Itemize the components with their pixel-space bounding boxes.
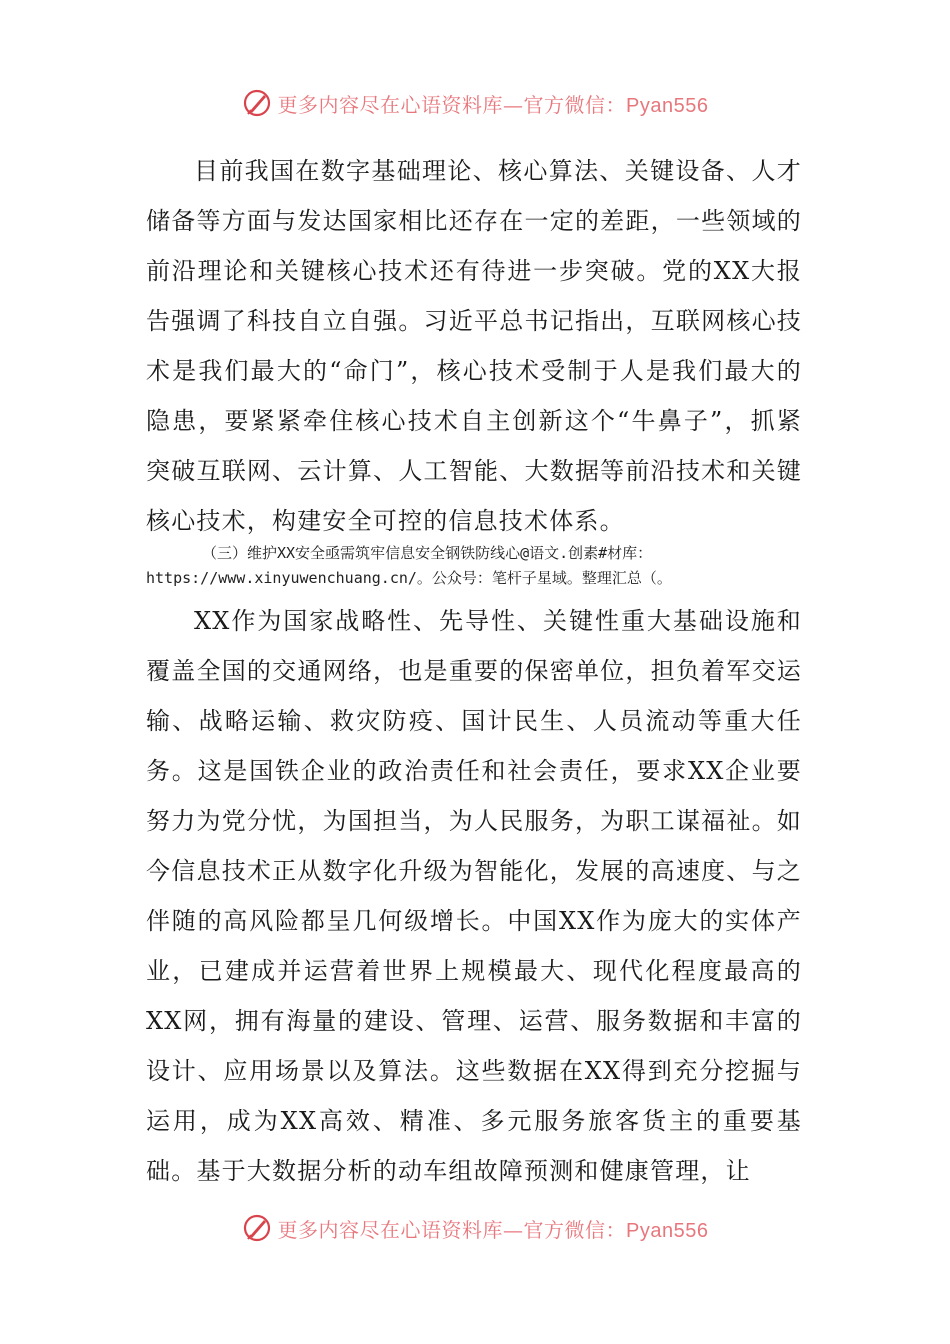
subheading-line-1: （三）维护XX安全亟需筑牢信息安全钢铁防线心@语文.创素#材库： [202, 544, 653, 562]
paragraph-2-block [146, 596, 802, 1196]
quill-pen-logo-icon [242, 88, 272, 118]
footer-wechat-id: Pyan556 [626, 1219, 709, 1242]
subheading-line-2: https://www.xinyuwenchuang.cn/。公众号：笔杆子星域。整理汇总（。 [146, 569, 672, 587]
quill-pen-logo-icon [242, 1213, 272, 1243]
section-subheading [146, 541, 806, 591]
paragraph-1-block [146, 146, 802, 546]
paragraph-2: XX作为国家战略性、先导性、关键性重大基础设施和覆盖全国的交通网络，也是重要的保密单位，担负着军交运输、战略运输、救灾防疫、国计民生、人员流动等重大任务。这是国铁企业的政治责任和社会责任，要求XX企业要努力为党分忧，为国担当，为人民服务，为职工谋福祉。如今信息技术正从数字化升级为智能化，发展的高速度、与之伴随的高风险都呈几何级增长。中国XX作为庞大的实体产业，已建成并运营着世界上规模最大、现代化程度最高的XX网，拥有海量的建设、管理、运营、服务数据和丰富的设计、应用场景以及算法。这些数据在XX得到充分挖掘与运用，成为XX高效、精准、多元服务旅客货主的重要基础。基于大数据分析的动车组故障预测和健康管理，让 [146, 607, 802, 1185]
header-banner-text: 更多内容尽在心语资料库—官方微信：Pyan556 [277, 92, 709, 117]
paragraph-1: 目前我国在数字基础理论、核心算法、关键设备、人才储备等方面与发达国家相比还存在一定的差距，一些领域的前沿理论和关键核心技术还有待进一步突破。党的XX大报告强调了科技自立自强。习近平总书记指出，互联网核心技术是我们最大的“命门”，核心技术受制于人是我们最大的隐患，要紧紧牵住核心技术自主创新这个“牛鼻子”，抓紧突破互联网、云计算、人工智能、大数据等前沿技术和关键核心技术，构建安全可控的信息技术体系。 [146, 157, 802, 535]
header-wechat-id: Pyan556 [626, 94, 709, 117]
footer-banner-text: 更多内容尽在心语资料库—官方微信：Pyan556 [277, 1217, 709, 1242]
footer-banner [0, 1208, 950, 1248]
header-banner [0, 83, 950, 123]
